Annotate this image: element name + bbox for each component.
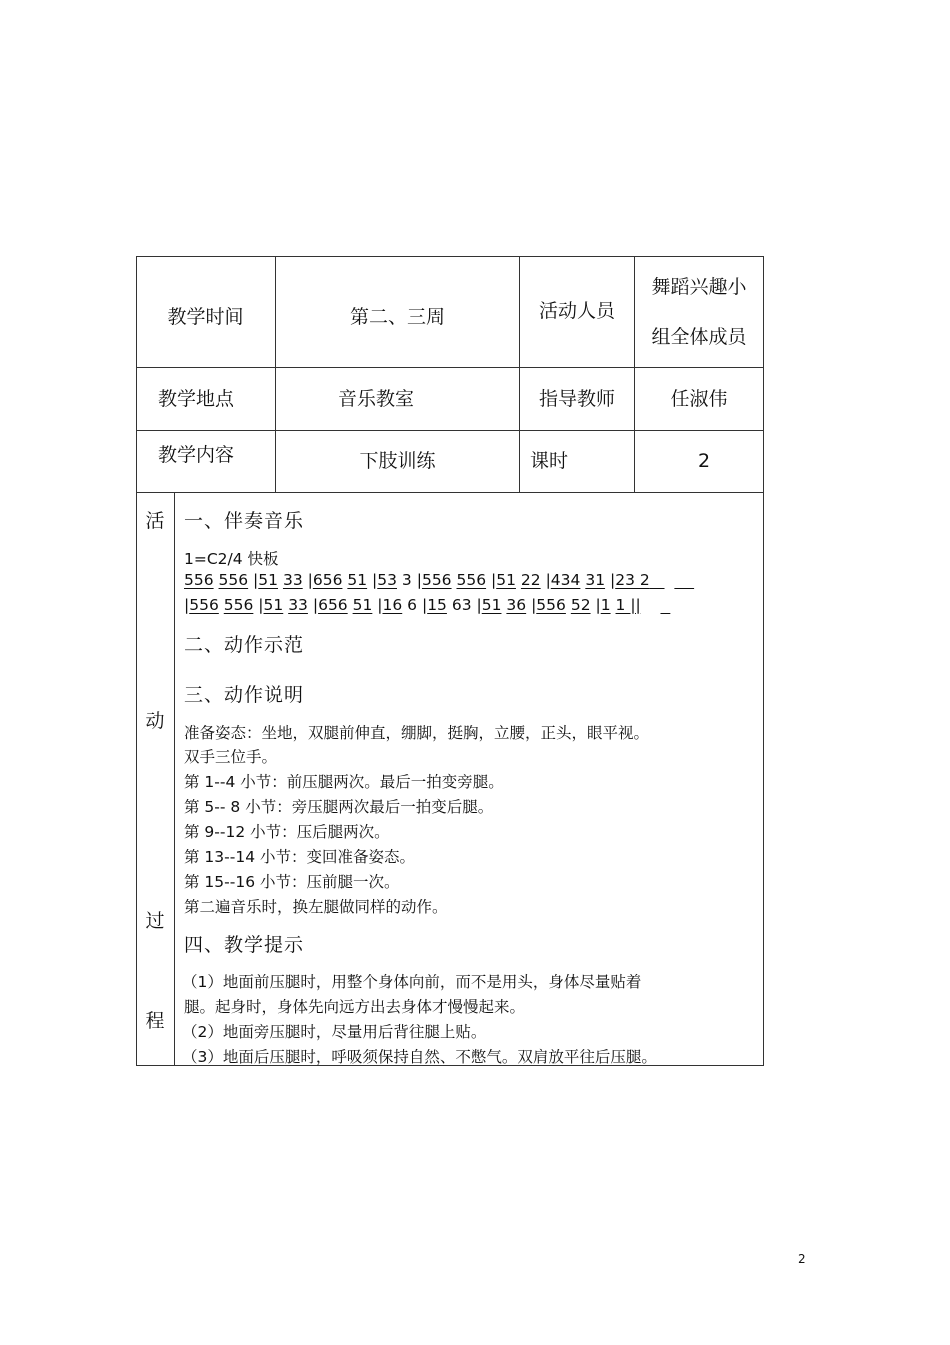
score-note: 51 [352, 596, 373, 614]
score-note: 434 [550, 571, 581, 589]
instructor-label: 指导教师 [538, 387, 615, 410]
side-label-char-2: 动 [145, 710, 165, 732]
side-label-char-1: 活 [145, 510, 165, 532]
score-line-2 [184, 596, 670, 614]
section4-heading: 四、教学提示 [184, 934, 305, 956]
section1-heading: 一、伴奏音乐 [184, 510, 305, 532]
score-sep: | [590, 596, 601, 614]
side-label-char-3: 过 [145, 910, 165, 932]
participants-value [635, 256, 763, 367]
teaching-content-value: 下肢训练 [359, 449, 436, 472]
score-note: 16 [382, 596, 403, 614]
score-blank [674, 571, 694, 589]
section2-heading: 二、动作示范 [184, 634, 305, 656]
participants-value-line2: 组全体成员 [651, 325, 747, 348]
section3-line: 第二遍音乐时，换左腿做同样的动作。 [184, 898, 448, 916]
participants-value-line1: 舞蹈兴趣小 [651, 275, 747, 298]
score-blank [660, 596, 670, 614]
score-sep [694, 571, 704, 589]
teaching-time-value: 第二、三周 [349, 305, 445, 328]
score-sep: | [307, 596, 319, 614]
section3-heading: 三、动作说明 [184, 684, 305, 706]
score-blank [650, 571, 665, 589]
section3-line: 双手三位手。 [184, 748, 278, 766]
participants-label: 活动人员 [538, 300, 615, 323]
score-line-1 [184, 571, 704, 589]
score-sep: | [486, 571, 497, 589]
score-note: 22 [520, 571, 541, 589]
section3-line: 第 13--14 小节：变回准备姿态。 [184, 848, 415, 866]
section4-line: （2）地面旁压腿时，尽量用后背往腿上贴。 [182, 1023, 487, 1041]
score-note: 33 [282, 571, 303, 589]
side-label-char-4: 程 [145, 1010, 165, 1032]
score-sep: | [605, 571, 616, 589]
score-sep: | [367, 571, 378, 589]
score-sep: | [372, 596, 383, 614]
score-note: 51 [347, 571, 368, 589]
section3-line: 第 15--16 小节：压前腿一次。 [184, 873, 400, 891]
section3-line: 第 9--12 小节：压后腿两次。 [184, 823, 390, 841]
score-note: 36 [506, 596, 527, 614]
instructor-value: 任淑伟 [670, 387, 728, 410]
score-sep: | [248, 571, 259, 589]
teaching-place-label: 教学地点 [157, 387, 234, 410]
score-note: 556 [421, 571, 452, 589]
score-note: 556 [223, 596, 254, 614]
score-note: 51 [258, 571, 279, 589]
lesson-plan-table [136, 256, 764, 1066]
section4-line: （3）地面后压腿时，呼吸须保持自然、不憋气。双肩放平往后压腿。 [182, 1048, 657, 1066]
section3-line: 准备姿态：坐地，双腿前伸直，绷脚，挺胸，立腰，正头，眼平视。 [184, 724, 650, 742]
score-note: 556 [218, 571, 249, 589]
class-hours-label: 课时 [530, 449, 569, 472]
score-note: 51 [263, 596, 284, 614]
score-sep: | [253, 596, 264, 614]
teaching-place-value: 音乐教室 [337, 387, 414, 410]
score-note: 556 [189, 596, 219, 614]
section3-line: 第 1--4 小节：前压腿两次。最后一拍变旁腿。 [184, 773, 504, 791]
score-sep: | [302, 571, 313, 589]
score-sep: | [540, 571, 551, 589]
score-note: 556 [184, 571, 214, 589]
music-key: 1=C2/4 快板 [184, 550, 279, 568]
teaching-content-label: 教学内容 [157, 443, 234, 466]
section3-line: 第 5-- 8 小节：旁压腿两次最后一拍变后腿。 [184, 798, 494, 816]
score-note: 52 [570, 596, 591, 614]
class-hours-value: 2 [697, 449, 711, 472]
score-sep [641, 596, 661, 614]
score-note: 51 [481, 596, 502, 614]
section4-line: （1）地面前压腿时，用整个身体向前，而不是用头，身体尽量贴着 [182, 973, 642, 991]
score-sep [665, 571, 675, 589]
score-sep: | [184, 596, 190, 614]
score-note: 656 [312, 571, 343, 589]
score-note: 1 [600, 596, 611, 614]
score-note: 15 [427, 596, 447, 614]
page-number: 2 [798, 1252, 806, 1266]
score-sep: | [526, 596, 537, 614]
teaching-time-label: 教学时间 [167, 305, 244, 328]
score-note: 556 [536, 596, 566, 614]
score-note: 51 [496, 571, 516, 589]
score-note: 23 2 [615, 571, 650, 589]
score-note: 53 [377, 571, 397, 589]
score-note: 656 [318, 596, 348, 614]
score-sep: 6 | [402, 596, 428, 614]
score-sep: 63 | [446, 596, 482, 614]
score-note: 31 [585, 571, 606, 589]
score-note: 1 || [615, 596, 641, 614]
section4-line: 腿。起身时，身体先向远方出去身体才慢慢起来。 [184, 998, 526, 1016]
score-note: 33 [288, 596, 308, 614]
score-note: 556 [456, 571, 487, 589]
score-sep: 3 | [397, 571, 422, 589]
